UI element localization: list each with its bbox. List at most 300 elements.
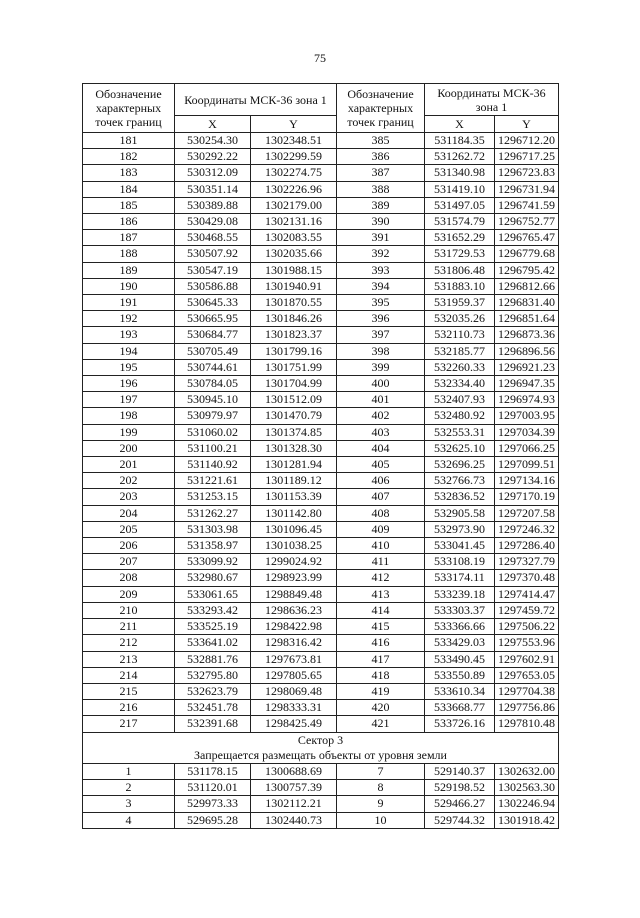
coord-x: 531358.97 — [175, 538, 251, 554]
coord-x: 529466.27 — [425, 796, 495, 812]
point-id: 403 — [337, 424, 425, 440]
coord-x: 533239.18 — [425, 586, 495, 602]
coord-x: 530468.55 — [175, 230, 251, 246]
coord-y: 1298316.42 — [251, 635, 337, 651]
point-id: 394 — [337, 278, 425, 294]
point-id: 389 — [337, 197, 425, 213]
coord-y: 1296831.40 — [495, 295, 559, 311]
coord-x: 530945.10 — [175, 392, 251, 408]
coord-x: 532185.77 — [425, 343, 495, 359]
coord-y: 1297286.40 — [495, 538, 559, 554]
coord-x: 532553.31 — [425, 424, 495, 440]
point-id: 399 — [337, 359, 425, 375]
point-id: 185 — [83, 197, 175, 213]
coord-x: 531303.98 — [175, 521, 251, 537]
coord-y: 1302632.00 — [495, 763, 559, 779]
point-id: 205 — [83, 521, 175, 537]
point-id: 9 — [337, 796, 425, 812]
coord-y: 1296731.94 — [495, 181, 559, 197]
coord-x: 533726.16 — [425, 716, 495, 732]
coord-x: 531340.98 — [425, 165, 495, 181]
coord-y: 1297704.38 — [495, 683, 559, 699]
coord-y: 1301281.94 — [251, 457, 337, 473]
table-row — [83, 149, 559, 165]
coord-x: 530429.08 — [175, 214, 251, 230]
point-id: 412 — [337, 570, 425, 586]
coord-y: 1298923.99 — [251, 570, 337, 586]
coord-y: 1300688.69 — [251, 763, 337, 779]
table-row — [83, 359, 559, 375]
coord-y: 1297602.91 — [495, 651, 559, 667]
table-row — [83, 538, 559, 554]
coord-y: 1302246.94 — [495, 796, 559, 812]
coord-x: 533641.02 — [175, 635, 251, 651]
table-row — [83, 392, 559, 408]
point-id: 1 — [83, 763, 175, 779]
table-row — [83, 812, 559, 828]
coord-x: 529198.52 — [425, 780, 495, 796]
coord-x: 531497.05 — [425, 197, 495, 213]
point-id: 400 — [337, 376, 425, 392]
coord-y: 1297099.51 — [495, 457, 559, 473]
coord-y: 1302179.00 — [251, 197, 337, 213]
coord-y: 1296765.47 — [495, 230, 559, 246]
point-id: 198 — [83, 408, 175, 424]
header-coordinates: Координаты МСК-36 зона 1 — [175, 84, 337, 116]
coord-x: 533668.77 — [425, 700, 495, 716]
table-row — [83, 489, 559, 505]
point-id: 206 — [83, 538, 175, 554]
coord-x: 529140.37 — [425, 763, 495, 779]
point-id: 392 — [337, 246, 425, 262]
coord-x: 531262.72 — [425, 149, 495, 165]
coord-y: 1297810.48 — [495, 716, 559, 732]
table-row — [83, 570, 559, 586]
point-id: 217 — [83, 716, 175, 732]
coord-x: 533550.89 — [425, 667, 495, 683]
coord-x: 531806.48 — [425, 262, 495, 278]
coord-y: 1302348.51 — [251, 133, 337, 149]
table-row — [83, 214, 559, 230]
coord-y: 1298333.31 — [251, 700, 337, 716]
coord-x: 532035.26 — [425, 311, 495, 327]
coord-y: 1301704.99 — [251, 376, 337, 392]
coord-x: 531120.01 — [175, 780, 251, 796]
table-row — [83, 295, 559, 311]
coord-x: 531221.61 — [175, 473, 251, 489]
point-id: 4 — [83, 812, 175, 828]
coord-y: 1298425.49 — [251, 716, 337, 732]
coord-y: 1297805.65 — [251, 667, 337, 683]
table-row — [83, 440, 559, 456]
coord-x: 530351.14 — [175, 181, 251, 197]
coord-x: 530979.97 — [175, 408, 251, 424]
coord-x: 530684.77 — [175, 327, 251, 343]
table-row — [83, 602, 559, 618]
coord-x: 533061.65 — [175, 586, 251, 602]
coord-y: 1302563.30 — [495, 780, 559, 796]
coord-y: 1297653.05 — [495, 667, 559, 683]
coord-y: 1297459.72 — [495, 602, 559, 618]
coord-y: 1301142.80 — [251, 505, 337, 521]
point-id: 182 — [83, 149, 175, 165]
coord-y: 1296812.66 — [495, 278, 559, 294]
point-id: 407 — [337, 489, 425, 505]
coord-x: 530254.30 — [175, 133, 251, 149]
point-id: 199 — [83, 424, 175, 440]
coord-y: 1296741.59 — [495, 197, 559, 213]
coord-y: 1296752.77 — [495, 214, 559, 230]
coord-y: 1301374.85 — [251, 424, 337, 440]
coord-x: 533429.03 — [425, 635, 495, 651]
point-id: 191 — [83, 295, 175, 311]
coord-y: 1301870.55 — [251, 295, 337, 311]
coord-x: 530547.19 — [175, 262, 251, 278]
coord-y: 1296947.35 — [495, 376, 559, 392]
coord-x: 532480.92 — [425, 408, 495, 424]
table-row — [83, 796, 559, 812]
coord-y: 1297003.95 — [495, 408, 559, 424]
coord-y: 1296851.64 — [495, 311, 559, 327]
point-id: 212 — [83, 635, 175, 651]
point-id: 194 — [83, 343, 175, 359]
coord-x: 531959.37 — [425, 295, 495, 311]
point-id: 190 — [83, 278, 175, 294]
coord-y: 1296974.93 — [495, 392, 559, 408]
sector-rows — [83, 763, 559, 828]
table-row — [83, 343, 559, 359]
header-y: Y — [495, 116, 559, 133]
point-id: 391 — [337, 230, 425, 246]
table-row — [83, 667, 559, 683]
coord-x: 530705.49 — [175, 343, 251, 359]
coord-x: 529695.28 — [175, 812, 251, 828]
coord-x: 530507.92 — [175, 246, 251, 262]
point-id: 395 — [337, 295, 425, 311]
coord-y: 1301470.79 — [251, 408, 337, 424]
coord-y: 1297414.47 — [495, 586, 559, 602]
coord-y: 1296795.42 — [495, 262, 559, 278]
point-id: 192 — [83, 311, 175, 327]
point-id: 2 — [83, 780, 175, 796]
coord-x: 530784.05 — [175, 376, 251, 392]
coord-x: 532973.90 — [425, 521, 495, 537]
coord-y: 1301189.12 — [251, 473, 337, 489]
coord-x: 532260.33 — [425, 359, 495, 375]
point-id: 196 — [83, 376, 175, 392]
point-id: 408 — [337, 505, 425, 521]
coord-x: 531060.02 — [175, 424, 251, 440]
coord-y: 1301846.26 — [251, 311, 337, 327]
coord-y: 1296896.56 — [495, 343, 559, 359]
table-row — [83, 700, 559, 716]
coord-x: 530312.09 — [175, 165, 251, 181]
coord-x: 530665.95 — [175, 311, 251, 327]
coord-y: 1301823.37 — [251, 327, 337, 343]
table-row — [83, 716, 559, 732]
coord-y: 1296873.36 — [495, 327, 559, 343]
coord-x: 531140.92 — [175, 457, 251, 473]
point-id: 393 — [337, 262, 425, 278]
table-row — [83, 635, 559, 651]
point-id: 402 — [337, 408, 425, 424]
coord-x: 530744.61 — [175, 359, 251, 375]
coord-y: 1302226.96 — [251, 181, 337, 197]
coord-y: 1301988.15 — [251, 262, 337, 278]
coord-x: 533041.45 — [425, 538, 495, 554]
point-id: 401 — [337, 392, 425, 408]
coord-x: 532391.68 — [175, 716, 251, 732]
point-id: 390 — [337, 214, 425, 230]
table-row — [83, 619, 559, 635]
point-id: 209 — [83, 586, 175, 602]
point-id: 214 — [83, 667, 175, 683]
coord-y: 1296921.23 — [495, 359, 559, 375]
coord-x: 532110.73 — [425, 327, 495, 343]
coord-x: 532836.52 — [425, 489, 495, 505]
point-id: 10 — [337, 812, 425, 828]
coord-y: 1301328.30 — [251, 440, 337, 456]
point-id: 208 — [83, 570, 175, 586]
point-id: 387 — [337, 165, 425, 181]
table-row — [83, 133, 559, 149]
point-id: 187 — [83, 230, 175, 246]
table-row — [83, 521, 559, 537]
coord-y: 1297756.86 — [495, 700, 559, 716]
header-point-designation: Обозначение характерных точек границ — [337, 84, 425, 133]
coord-y: 1301512.09 — [251, 392, 337, 408]
coord-y: 1298636.23 — [251, 602, 337, 618]
coord-y: 1296723.83 — [495, 165, 559, 181]
coord-x: 533525.19 — [175, 619, 251, 635]
coord-y: 1299024.92 — [251, 554, 337, 570]
header-y: Y — [251, 116, 337, 133]
point-id: 417 — [337, 651, 425, 667]
coord-y: 1301751.99 — [251, 359, 337, 375]
sector-subtitle: Запрещается размещать объекты от уровня земли — [194, 747, 447, 762]
coord-x: 532407.93 — [425, 392, 495, 408]
coord-y: 1297673.81 — [251, 651, 337, 667]
point-id: 416 — [337, 635, 425, 651]
point-id: 197 — [83, 392, 175, 408]
coord-x: 531419.10 — [425, 181, 495, 197]
point-id: 204 — [83, 505, 175, 521]
table-row — [83, 457, 559, 473]
coord-y: 1296779.68 — [495, 246, 559, 262]
coord-x: 531262.27 — [175, 505, 251, 521]
point-id: 195 — [83, 359, 175, 375]
coord-y: 1298422.98 — [251, 619, 337, 635]
point-id: 418 — [337, 667, 425, 683]
point-id: 8 — [337, 780, 425, 796]
point-id: 420 — [337, 700, 425, 716]
point-id: 207 — [83, 554, 175, 570]
coord-x: 530292.22 — [175, 149, 251, 165]
coord-y: 1297034.39 — [495, 424, 559, 440]
table-row — [83, 683, 559, 699]
point-id: 405 — [337, 457, 425, 473]
point-id: 184 — [83, 181, 175, 197]
point-id: 202 — [83, 473, 175, 489]
point-id: 398 — [337, 343, 425, 359]
coord-x: 531652.29 — [425, 230, 495, 246]
coord-y: 1301799.16 — [251, 343, 337, 359]
point-id: 421 — [337, 716, 425, 732]
point-id: 203 — [83, 489, 175, 505]
header-coordinates: Координаты МСК-36 зона 1 — [425, 84, 559, 116]
coord-x: 533303.37 — [425, 602, 495, 618]
point-id: 406 — [337, 473, 425, 489]
point-id: 3 — [83, 796, 175, 812]
sector-title: Сектор 3 — [297, 732, 344, 747]
coord-y: 1301918.42 — [495, 812, 559, 828]
table-row — [83, 780, 559, 796]
coord-x: 533108.19 — [425, 554, 495, 570]
page-number: 75 — [314, 51, 326, 65]
coord-y: 1296717.25 — [495, 149, 559, 165]
table-row — [83, 262, 559, 278]
coord-y: 1297506.22 — [495, 619, 559, 635]
point-id: 414 — [337, 602, 425, 618]
point-id: 189 — [83, 262, 175, 278]
point-id: 193 — [83, 327, 175, 343]
coord-x: 529973.33 — [175, 796, 251, 812]
point-id: 213 — [83, 651, 175, 667]
coord-y: 1301038.25 — [251, 538, 337, 554]
point-id: 388 — [337, 181, 425, 197]
coord-x: 532696.25 — [425, 457, 495, 473]
table-row — [83, 763, 559, 779]
coord-x: 531178.15 — [175, 763, 251, 779]
coord-x: 532334.40 — [425, 376, 495, 392]
coord-y: 1297370.48 — [495, 570, 559, 586]
coord-x: 533490.45 — [425, 651, 495, 667]
table-row — [83, 327, 559, 343]
point-id: 411 — [337, 554, 425, 570]
coord-y: 1302035.66 — [251, 246, 337, 262]
coord-y: 1298849.48 — [251, 586, 337, 602]
coord-x: 532795.80 — [175, 667, 251, 683]
point-id: 415 — [337, 619, 425, 635]
coord-x: 531574.79 — [425, 214, 495, 230]
table-row — [83, 181, 559, 197]
coord-y: 1301096.45 — [251, 521, 337, 537]
point-id: 386 — [337, 149, 425, 165]
table-row — [83, 586, 559, 602]
coord-x: 532905.58 — [425, 505, 495, 521]
point-id: 183 — [83, 165, 175, 181]
coord-x: 532881.76 — [175, 651, 251, 667]
point-id: 404 — [337, 440, 425, 456]
table-row — [83, 408, 559, 424]
coord-y: 1297134.16 — [495, 473, 559, 489]
coord-x: 531883.10 — [425, 278, 495, 294]
coord-y: 1302440.73 — [251, 812, 337, 828]
coord-x: 533366.66 — [425, 619, 495, 635]
point-id: 200 — [83, 440, 175, 456]
point-id: 181 — [83, 133, 175, 149]
coord-x: 529744.32 — [425, 812, 495, 828]
coord-y: 1298069.48 — [251, 683, 337, 699]
point-id: 419 — [337, 683, 425, 699]
coord-x: 530586.88 — [175, 278, 251, 294]
point-id: 211 — [83, 619, 175, 635]
coord-y: 1297170.19 — [495, 489, 559, 505]
coordinates-table — [82, 83, 559, 829]
point-id: 7 — [337, 763, 425, 779]
table-row — [83, 165, 559, 181]
coord-y: 1297553.96 — [495, 635, 559, 651]
coord-y: 1302131.16 — [251, 214, 337, 230]
coord-x: 531253.15 — [175, 489, 251, 505]
header-x: X — [175, 116, 251, 133]
table-row — [83, 424, 559, 440]
coord-x: 531100.21 — [175, 440, 251, 456]
point-id: 186 — [83, 214, 175, 230]
coord-x: 533293.42 — [175, 602, 251, 618]
coord-y: 1302299.59 — [251, 149, 337, 165]
coord-x: 530645.33 — [175, 295, 251, 311]
point-id: 188 — [83, 246, 175, 262]
table-row — [83, 505, 559, 521]
point-id: 397 — [337, 327, 425, 343]
coord-x: 531184.35 — [425, 133, 495, 149]
table-row — [83, 473, 559, 489]
point-id: 413 — [337, 586, 425, 602]
table-row — [83, 311, 559, 327]
header-point-designation: Обозначение характерных точек границ — [83, 84, 175, 133]
coord-x: 531729.53 — [425, 246, 495, 262]
coord-x: 532625.10 — [425, 440, 495, 456]
point-id: 216 — [83, 700, 175, 716]
sector-header — [83, 732, 559, 763]
point-id: 201 — [83, 457, 175, 473]
coord-y: 1302112.21 — [251, 796, 337, 812]
table-row — [83, 554, 559, 570]
coord-x: 533174.11 — [425, 570, 495, 586]
coord-y: 1297066.25 — [495, 440, 559, 456]
main-rows — [83, 133, 559, 733]
coord-x: 532766.73 — [425, 473, 495, 489]
point-id: 409 — [337, 521, 425, 537]
coord-x: 532451.78 — [175, 700, 251, 716]
coord-y: 1297246.32 — [495, 521, 559, 537]
header-x: X — [425, 116, 495, 133]
coord-x: 530389.88 — [175, 197, 251, 213]
point-id: 385 — [337, 133, 425, 149]
coord-y: 1297207.58 — [495, 505, 559, 521]
table-row — [83, 376, 559, 392]
coord-x: 532623.79 — [175, 683, 251, 699]
coord-y: 1302083.55 — [251, 230, 337, 246]
table-row — [83, 278, 559, 294]
coord-x: 533099.92 — [175, 554, 251, 570]
point-id: 215 — [83, 683, 175, 699]
coord-x: 533610.34 — [425, 683, 495, 699]
coord-y: 1302274.75 — [251, 165, 337, 181]
coord-y: 1301153.39 — [251, 489, 337, 505]
table-row — [83, 197, 559, 213]
coord-y: 1297327.79 — [495, 554, 559, 570]
coord-y: 1296712.20 — [495, 133, 559, 149]
point-id: 210 — [83, 602, 175, 618]
point-id: 410 — [337, 538, 425, 554]
coord-y: 1300757.39 — [251, 780, 337, 796]
coord-y: 1301940.91 — [251, 278, 337, 294]
table-row — [83, 651, 559, 667]
table-row — [83, 246, 559, 262]
point-id: 396 — [337, 311, 425, 327]
